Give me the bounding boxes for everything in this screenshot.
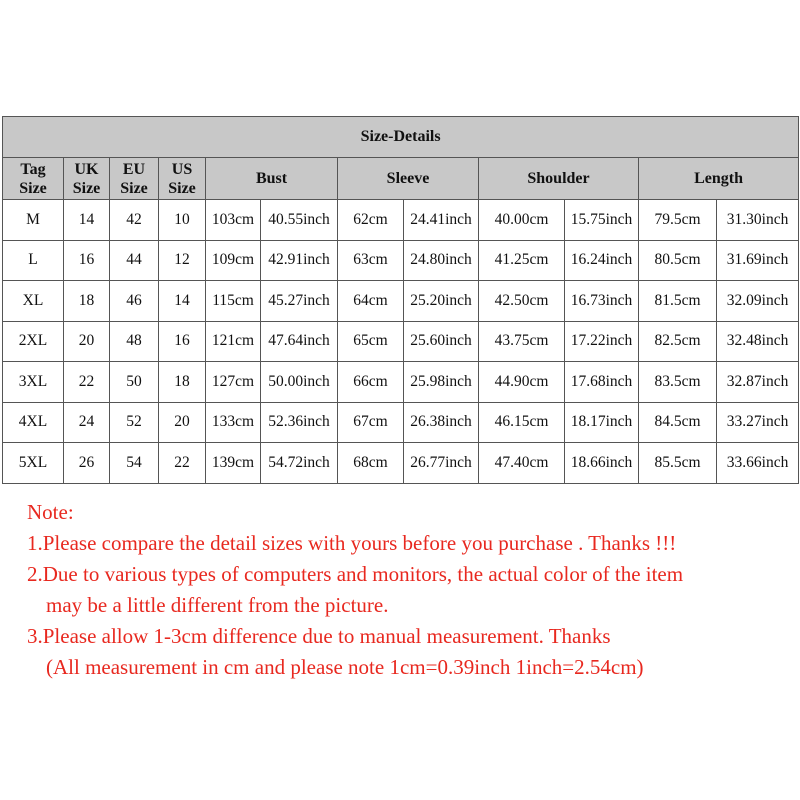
table-cell: 121cm [206, 321, 261, 362]
table-cell: 40.00cm [479, 200, 565, 241]
table-cell: 103cm [206, 200, 261, 241]
table-cell: 25.98inch [404, 362, 479, 403]
table-cell: 81.5cm [639, 281, 717, 322]
table-cell: 43.75cm [479, 321, 565, 362]
table-cell: 40.55inch [261, 200, 338, 241]
note-line-1: 1.Please compare the detail sizes with yours before you purchase . Thanks !!! [27, 531, 677, 555]
table-cell: 79.5cm [639, 200, 717, 241]
note-line-2: 2.Due to various types of computers and monitors, the actual color of the item [27, 562, 684, 586]
header-bust: Bust [206, 158, 338, 200]
table-cell: 62cm [338, 200, 404, 241]
table-cell: 31.30inch [717, 200, 799, 241]
table-cell: 2XL [3, 321, 64, 362]
table-row [3, 200, 799, 241]
table-cell: 16 [159, 321, 206, 362]
note-line-3-continued: (All measurement in cm and please note 1cm=0.39inch 1inch=2.54cm) [46, 655, 644, 679]
table-cell: 10 [159, 200, 206, 241]
table-cell: 50 [110, 362, 159, 403]
table-cell: 32.09inch [717, 281, 799, 322]
table-cell: 63cm [338, 240, 404, 281]
notes-section [27, 497, 797, 683]
size-chart [2, 116, 798, 484]
table-cell: 52 [110, 402, 159, 443]
table-cell: 42.91inch [261, 240, 338, 281]
table-row [3, 443, 799, 484]
notes-heading: Note: [27, 500, 74, 524]
table-cell: 127cm [206, 362, 261, 403]
table-cell: 42 [110, 200, 159, 241]
table-cell: 65cm [338, 321, 404, 362]
table-cell: 83.5cm [639, 362, 717, 403]
table-cell: 85.5cm [639, 443, 717, 484]
table-cell: 26.77inch [404, 443, 479, 484]
table-cell: 25.60inch [404, 321, 479, 362]
header-us-size: US Size [159, 158, 206, 200]
table-cell: 54 [110, 443, 159, 484]
table-cell: 18 [64, 281, 110, 322]
note-line-2-continued: may be a little different from the picture. [46, 593, 389, 617]
table-cell: 133cm [206, 402, 261, 443]
table-cell: 18 [159, 362, 206, 403]
table-cell: L [3, 240, 64, 281]
table-cell: 14 [159, 281, 206, 322]
table-cell: 44 [110, 240, 159, 281]
table-cell: 17.68inch [565, 362, 639, 403]
note-line-3: 3.Please allow 1-3cm difference due to manual measurement. Thanks [27, 624, 611, 648]
table-cell: 52.36inch [261, 402, 338, 443]
header-uk-size: UK Size [64, 158, 110, 200]
table-row [3, 402, 799, 443]
table-cell: M [3, 200, 64, 241]
table-cell: 5XL [3, 443, 64, 484]
table-cell: 17.22inch [565, 321, 639, 362]
table-cell: 54.72inch [261, 443, 338, 484]
header-shoulder: Shoulder [479, 158, 639, 200]
table-cell: 67cm [338, 402, 404, 443]
table-cell: 15.75inch [565, 200, 639, 241]
table-cell: 26 [64, 443, 110, 484]
table-title: Size-Details [3, 117, 799, 158]
table-body [3, 200, 799, 484]
table-cell: 24 [64, 402, 110, 443]
table-cell: 16 [64, 240, 110, 281]
table-cell: 46 [110, 281, 159, 322]
table-cell: XL [3, 281, 64, 322]
table-cell: 18.17inch [565, 402, 639, 443]
header-eu-size: EU Size [110, 158, 159, 200]
table-cell: 84.5cm [639, 402, 717, 443]
table-cell: 20 [159, 402, 206, 443]
header-tag-size: Tag Size [3, 158, 64, 200]
table-cell: 16.73inch [565, 281, 639, 322]
table-cell: 24.41inch [404, 200, 479, 241]
table-cell: 41.25cm [479, 240, 565, 281]
table-cell: 115cm [206, 281, 261, 322]
table-cell: 50.00inch [261, 362, 338, 403]
table-cell: 18.66inch [565, 443, 639, 484]
table-cell: 66cm [338, 362, 404, 403]
table-cell: 16.24inch [565, 240, 639, 281]
table-row [3, 240, 799, 281]
table-cell: 47.64inch [261, 321, 338, 362]
table-cell: 4XL [3, 402, 64, 443]
table-cell: 26.38inch [404, 402, 479, 443]
table-cell: 20 [64, 321, 110, 362]
table-cell: 64cm [338, 281, 404, 322]
table-cell: 44.90cm [479, 362, 565, 403]
table-cell: 3XL [3, 362, 64, 403]
table-cell: 22 [159, 443, 206, 484]
table-cell: 139cm [206, 443, 261, 484]
table-cell: 14 [64, 200, 110, 241]
table-cell: 24.80inch [404, 240, 479, 281]
table-cell: 68cm [338, 443, 404, 484]
table-cell: 42.50cm [479, 281, 565, 322]
header-sleeve: Sleeve [338, 158, 479, 200]
table-cell: 33.66inch [717, 443, 799, 484]
table-cell: 12 [159, 240, 206, 281]
table-cell: 80.5cm [639, 240, 717, 281]
table-row [3, 281, 799, 322]
table-cell: 82.5cm [639, 321, 717, 362]
table-cell: 33.27inch [717, 402, 799, 443]
table-cell: 109cm [206, 240, 261, 281]
table-cell: 31.69inch [717, 240, 799, 281]
table-row [3, 362, 799, 403]
header-length: Length [639, 158, 799, 200]
table-cell: 32.48inch [717, 321, 799, 362]
size-table [2, 116, 799, 484]
table-cell: 45.27inch [261, 281, 338, 322]
table-cell: 46.15cm [479, 402, 565, 443]
table-cell: 32.87inch [717, 362, 799, 403]
table-cell: 48 [110, 321, 159, 362]
table-cell: 22 [64, 362, 110, 403]
table-cell: 25.20inch [404, 281, 479, 322]
table-row [3, 321, 799, 362]
table-cell: 47.40cm [479, 443, 565, 484]
